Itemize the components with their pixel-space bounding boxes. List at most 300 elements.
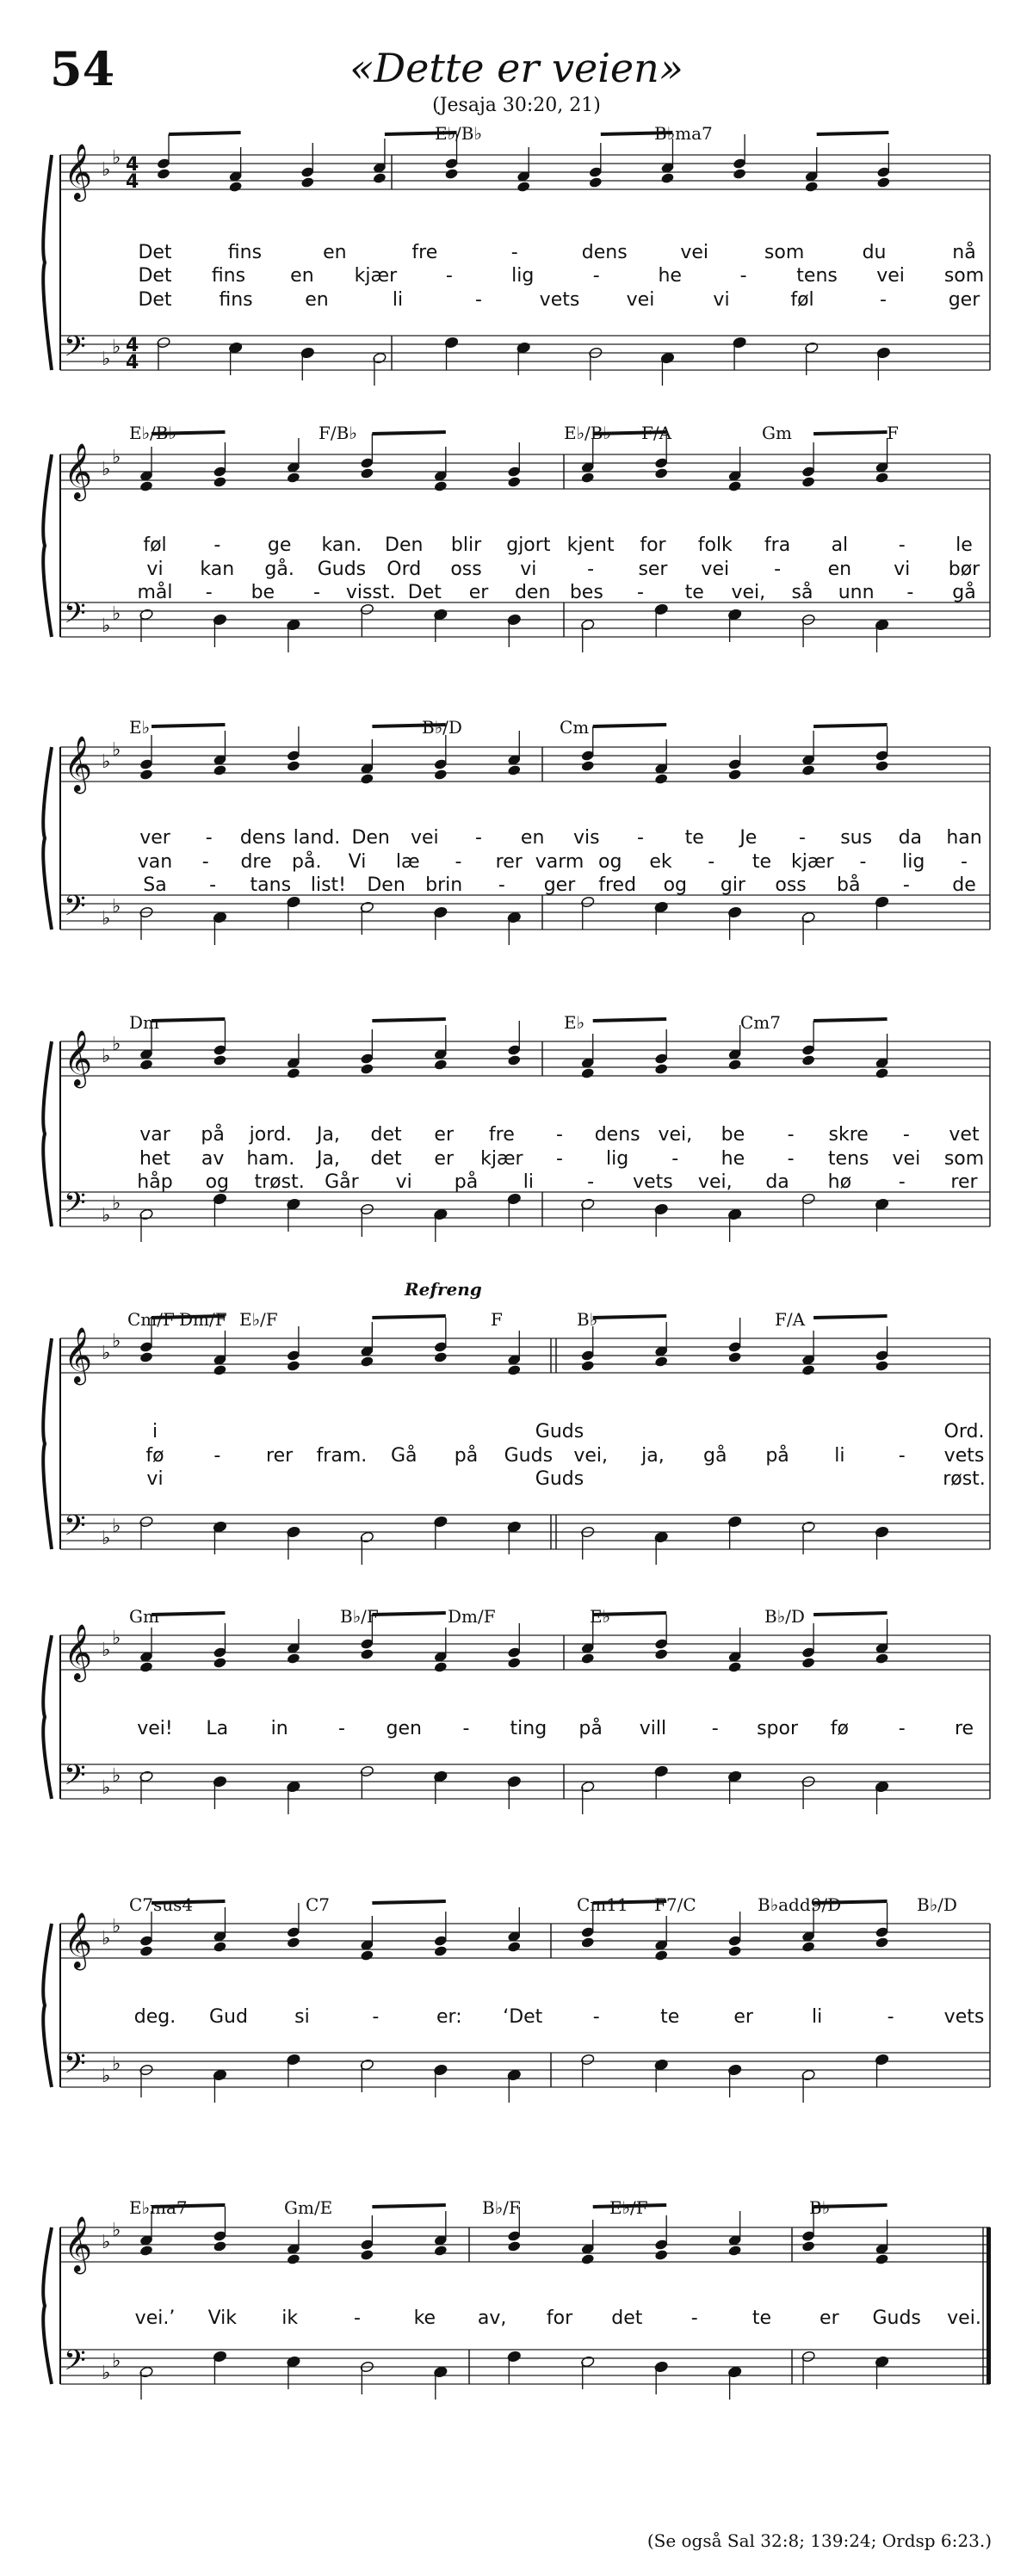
lyric-syllable: li (834, 1445, 845, 1467)
flat-icon: ♭ (112, 1765, 121, 1787)
flat-icon: ♭ (102, 908, 111, 930)
lyric-syllable: som (943, 1148, 985, 1170)
note-head (654, 1949, 669, 1961)
chord-symbol: F/A (641, 423, 672, 443)
bass-clef-icon: 𝄢 (64, 330, 86, 370)
lyric-syllable: fred (598, 874, 637, 896)
lyric-syllable: Ord. (943, 1421, 985, 1442)
system-brace (43, 1924, 52, 2087)
lyric-syllable: bå (836, 874, 861, 896)
note-head (580, 472, 595, 484)
note-head (875, 1067, 889, 1079)
note-head (507, 764, 522, 776)
lyric-syllable: - (556, 1148, 563, 1170)
lyric-syllable: vei, (658, 1124, 693, 1146)
lyric-syllable: mål (137, 582, 173, 603)
lyric-syllable: er: (436, 2006, 462, 2028)
lyric-syllable: en (827, 559, 852, 580)
lyric-syllable: - (475, 827, 482, 849)
chord-symbol: Cm/F (127, 1309, 175, 1330)
chord-symbol: B♭add9/D (758, 1894, 842, 1915)
lyric-syllable: er (468, 582, 489, 603)
note-head (580, 1067, 595, 1079)
lyric-syllable: - (498, 874, 505, 896)
lyric-syllable: fra (764, 534, 791, 556)
note-head (287, 2253, 301, 2265)
bass-clef-icon: 𝄢 (64, 1759, 86, 1799)
flat-icon: ♭ (112, 447, 121, 468)
chord-symbol: B♭/F (482, 2197, 521, 2218)
lyric-syllable: le (956, 534, 973, 556)
lyric-syllable: ser (638, 559, 668, 580)
lyric-syllable: skre (828, 1124, 869, 1146)
lyric-syllable: vei.’ (134, 2307, 176, 2329)
lyric-syllable: på (578, 1718, 603, 1739)
flat-icon: ♭ (112, 1034, 121, 1055)
lyric-syllable: vi (395, 1171, 412, 1193)
bass-clef-icon: 𝄢 (64, 890, 86, 930)
lyric-syllable: jord. (249, 1124, 292, 1146)
note-head (360, 467, 374, 479)
note-head (733, 168, 747, 180)
lyric-syllable: - (880, 289, 887, 311)
flat-icon: ♭ (112, 1916, 121, 1937)
note-head (507, 1054, 522, 1066)
lyric-syllable: kjær (354, 265, 398, 287)
note-head (213, 2240, 227, 2252)
note-head (801, 476, 816, 488)
lyric-syllable: bør (948, 559, 980, 580)
note-head (801, 1364, 816, 1376)
note-head (654, 1356, 669, 1368)
lyric-syllable: Det (138, 289, 172, 311)
treble-clef-icon: 𝄞 (64, 1624, 93, 1680)
bass-clef-icon: 𝄢 (64, 597, 86, 637)
flat-icon: ♭ (102, 2363, 111, 2384)
lyric-syllable: fins (211, 265, 246, 287)
lyric-syllable: brin (425, 874, 463, 896)
lyric-syllable: - (898, 1171, 906, 1193)
lyric-syllable: Ja, (316, 1124, 340, 1146)
lyric-syllable: en (305, 289, 329, 311)
note-head (287, 1360, 301, 1372)
note-head (801, 2240, 816, 2252)
chord-symbol: E♭/B♭ (129, 423, 176, 443)
lyric-syllable: han (946, 827, 982, 849)
chord-symbol: E♭ (129, 717, 151, 738)
lyric-syllable: på (765, 1445, 789, 1467)
time-signature: 4 (126, 171, 139, 193)
lyric-syllable: av (201, 1148, 225, 1170)
lyric-syllable: da (898, 827, 923, 849)
flat-icon: ♭ (112, 1628, 121, 1649)
lyric-syllable: vet (949, 1124, 980, 1146)
note-head (360, 1063, 374, 1075)
lyric-syllable: vei, (573, 1445, 608, 1467)
lyric-syllable: rer (950, 1171, 978, 1193)
lyric-syllable: - (774, 559, 782, 580)
time-signature: 4 (126, 154, 139, 176)
lyric-syllable: - (462, 1718, 470, 1739)
lyric-syllable: dens (594, 1124, 640, 1146)
chord-symbol: B♭ (577, 1309, 598, 1330)
lyric-syllable: re (954, 1718, 974, 1739)
lyric-syllable: vei, (731, 582, 766, 603)
flat-icon: ♭ (112, 1331, 121, 1352)
chord-symbol: E♭/F (239, 1309, 278, 1330)
lyric-syllable: kan. (321, 534, 362, 556)
lyric-syllable: er (434, 1124, 455, 1146)
lyric-syllable: te (684, 827, 704, 849)
note-head (875, 472, 889, 484)
lyric-syllable: - (445, 265, 453, 287)
lyric-syllable: te (752, 851, 772, 873)
lyric-syllable: oss (775, 874, 807, 896)
lyric-syllable: som (943, 265, 985, 287)
note-head (444, 168, 459, 180)
note-beam (152, 1613, 225, 1615)
hymn-title: «Dette er veien» (349, 45, 684, 91)
flat-icon: ♭ (112, 896, 121, 917)
lyric-syllable: håp (137, 1171, 173, 1193)
flat-icon: ♭ (112, 739, 121, 761)
flat-icon: ♭ (102, 1046, 111, 1067)
lyric-syllable: vi (713, 289, 730, 311)
lyric-syllable: - (354, 2307, 361, 2329)
treble-clef-icon: 𝄞 (64, 144, 93, 200)
flat-icon: ♭ (112, 2220, 121, 2241)
lyric-syllable: vei (410, 827, 439, 849)
lyric-syllable: en (290, 265, 314, 287)
note-head (213, 1054, 227, 1066)
lyric-syllable: - (898, 534, 906, 556)
note-beam (813, 725, 887, 726)
chord-symbol: F/A (775, 1309, 806, 1330)
flat-icon: ♭ (112, 603, 121, 625)
lyric-syllable: vei (680, 242, 709, 263)
flat-icon: ♭ (102, 349, 111, 370)
lyric-syllable: land. (293, 827, 341, 849)
lyric-syllable: - (902, 874, 910, 896)
note-head (727, 769, 742, 781)
lyric-syllable: ge (267, 534, 292, 556)
lyric-syllable: - (711, 1718, 719, 1739)
lyric-syllable: vets (943, 1445, 985, 1467)
note-head (507, 2240, 522, 2252)
lyric-syllable: en (323, 242, 347, 263)
lyric-syllable: er (434, 1148, 455, 1170)
note-beam (372, 1613, 445, 1615)
lyric-syllable: kan (200, 559, 235, 580)
note-head (213, 1364, 227, 1376)
note-head (360, 1648, 374, 1660)
note-head (434, 1661, 448, 1673)
lyric-syllable: lig (606, 1148, 629, 1170)
system-brace (43, 454, 52, 637)
lyric-syllable: be (721, 1124, 745, 1146)
lyric-syllable: van (137, 851, 173, 873)
note-head (654, 1063, 669, 1075)
flat-icon: ♭ (112, 2351, 121, 2372)
lyric-syllable: på (201, 1124, 225, 1146)
lyric-syllable: - (213, 1445, 221, 1467)
lyric-syllable: for (546, 2307, 573, 2329)
note-head (360, 773, 374, 785)
lyric-syllable: Vik (207, 2307, 238, 2329)
flat-icon: ♭ (102, 1777, 111, 1799)
note-head (727, 1351, 742, 1363)
lyric-syllable: li (392, 289, 404, 311)
note-head (287, 472, 301, 484)
lyric-syllable: de (952, 874, 976, 896)
lyric-syllable: dre (240, 851, 272, 873)
time-signature: 4 (126, 352, 139, 374)
note-head (727, 480, 742, 492)
flat-icon: ♭ (102, 2066, 111, 2087)
lyric-syllable: Je (739, 827, 758, 849)
note-beam (593, 1019, 666, 1021)
lyric-syllable: he (658, 265, 682, 287)
note-head (875, 1652, 889, 1665)
lyric-syllable: Gå (390, 1445, 418, 1467)
flat-icon: ♭ (112, 147, 121, 169)
note-head (434, 1945, 448, 1957)
lyric-syllable: vi (520, 559, 537, 580)
lyric-syllable: hø (827, 1171, 852, 1193)
bass-clef-icon: 𝄢 (64, 2344, 86, 2384)
lyric-syllable: in (270, 1718, 288, 1739)
lyric-syllable: ‘Det (503, 2006, 543, 2028)
lyric-syllable: - (708, 851, 715, 873)
lyric-syllable: - (799, 827, 806, 849)
lyric-syllable: sus (840, 827, 873, 849)
system-brace (43, 1635, 52, 1799)
lyric-syllable: bes (569, 582, 603, 603)
flat-icon: ♭ (102, 1528, 111, 1549)
scripture-reference: (Jesaja 30:20, 21) (432, 95, 601, 116)
note-beam (169, 133, 241, 134)
lyric-syllable: fins (219, 289, 253, 311)
lyric-syllable: en (520, 827, 545, 849)
lyric-syllable: vets (943, 2006, 985, 2028)
lyric-syllable: Den (385, 534, 424, 556)
lyric-syllable: du (862, 242, 887, 263)
flat-icon: ♭ (102, 1343, 111, 1364)
lyric-syllable: det (611, 2307, 643, 2329)
lyric-syllable: fø (830, 1718, 849, 1739)
chord-symbol: E♭/B♭ (564, 423, 611, 443)
lyric-syllable: visst. (345, 582, 396, 603)
flat-icon: ♭ (102, 2232, 111, 2253)
lyric-syllable: ting (510, 1718, 547, 1739)
lyric-syllable: te (660, 2006, 680, 2028)
note-head (139, 769, 154, 781)
lyric-syllable: av, (477, 2307, 507, 2329)
lyric-syllable: Det (407, 582, 442, 603)
lyric-syllable: - (637, 582, 644, 603)
lyric-syllable: vei. (947, 2307, 981, 2329)
lyric-syllable: ik (281, 2307, 299, 2329)
note-head (360, 1356, 374, 1368)
note-head (213, 1657, 227, 1669)
lyric-syllable: rer (266, 1445, 294, 1467)
lyric-syllable: kjær (791, 851, 834, 873)
lyric-syllable: si (294, 2006, 310, 2028)
note-head (228, 181, 243, 193)
note-head (654, 467, 669, 479)
note-head (157, 168, 171, 180)
lyric-syllable: og (663, 874, 688, 896)
chord-symbol: Gm (129, 1606, 159, 1627)
note-head (507, 1364, 522, 1376)
note-beam (372, 1316, 445, 1318)
lyric-syllable: - (209, 874, 217, 896)
lyric-syllable: het (139, 1148, 171, 1170)
lyric-syllable: vei (876, 265, 905, 287)
lyric-syllable: ger (948, 289, 980, 311)
lyric-syllable: gjort (506, 534, 551, 556)
lyric-syllable: deg. (133, 2006, 176, 2028)
lyric-syllable: trøst. (254, 1171, 305, 1193)
note-beam (813, 432, 887, 434)
lyric-syllable: ja, (641, 1445, 665, 1467)
lyric-syllable: som (764, 242, 805, 263)
lyric-syllable: ek (649, 851, 672, 873)
note-head (654, 773, 669, 785)
note-head (727, 2245, 742, 2257)
lyric-syllable: list! (310, 874, 346, 896)
lyric-syllable: vi (894, 559, 911, 580)
refrain-label: Refreng (405, 1279, 482, 1300)
chord-symbol: Cm11 (577, 1894, 628, 1915)
note-beam (813, 1316, 887, 1318)
hymn-number: 54 (50, 41, 115, 96)
flat-icon: ♭ (102, 159, 111, 181)
note-beam (372, 2205, 445, 2207)
lyric-syllable: - (510, 242, 518, 263)
note-head (876, 176, 891, 188)
chord-symbol: C7sus4 (129, 1894, 194, 1915)
note-head (139, 1059, 154, 1071)
lyric-syllable: Vi (348, 851, 367, 873)
note-head (660, 172, 675, 184)
lyric-syllable: Den (367, 874, 405, 896)
lyric-syllable: Guds (535, 1421, 585, 1442)
chord-symbol: F (887, 423, 899, 443)
lyric-syllable: dens (239, 827, 286, 849)
lyric-syllable: unn (838, 582, 875, 603)
lyric-syllable: var (139, 1124, 170, 1146)
chord-symbol: E♭ma7 (129, 2197, 188, 2218)
lyric-syllable: - (787, 1148, 795, 1170)
note-beam (593, 1316, 666, 1318)
system-brace (43, 2227, 52, 2384)
flat-icon: ♭ (102, 615, 111, 637)
flat-icon: ♭ (102, 1640, 111, 1661)
chord-symbol: Cm (560, 717, 590, 738)
lyric-syllable: og (205, 1171, 230, 1193)
lyric-syllable: Det (138, 242, 172, 263)
lyric-syllable: vi (146, 559, 164, 580)
treble-clef-icon: 𝄞 (64, 1912, 93, 1968)
flat-icon: ♭ (112, 2054, 121, 2075)
lyric-syllable: gir (720, 874, 745, 896)
lyric-syllable: - (587, 559, 595, 580)
note-head (727, 1661, 742, 1673)
lyric-syllable: nå (952, 242, 976, 263)
note-head (287, 760, 301, 772)
lyric-syllable: - (906, 582, 914, 603)
note-head (287, 1067, 301, 1079)
lyric-syllable: - (902, 1124, 910, 1146)
lyric-syllable: ke (413, 2307, 436, 2329)
note-head (580, 1360, 595, 1372)
note-head (801, 1054, 816, 1066)
chord-symbol: E♭ (590, 1606, 611, 1627)
lyric-syllable: gå (703, 1445, 727, 1467)
note-head (139, 2245, 154, 2257)
lyric-syllable: røst. (943, 1468, 986, 1490)
lyric-syllable: - (690, 2307, 698, 2329)
note-head (875, 1360, 889, 1372)
treble-clef-icon: 𝄞 (64, 1030, 93, 1086)
final-barline (987, 2227, 991, 2384)
lyric-syllable: vets (539, 289, 580, 311)
lyric-syllable: på. (292, 851, 322, 873)
note-head (801, 1657, 816, 1669)
note-head (139, 1945, 154, 1957)
chord-symbol: B♭/D (422, 717, 462, 738)
lyric-syllable: blir (450, 534, 482, 556)
lyric-syllable: vets (633, 1171, 673, 1193)
note-head (507, 1941, 522, 1953)
lyric-syllable: på (454, 1171, 479, 1193)
note-head (654, 2249, 669, 2261)
chord-symbol: Dm/F (448, 1606, 496, 1627)
lyric-syllable: føl (143, 534, 167, 556)
lyric-syllable: - (455, 851, 462, 873)
lyric-syllable: Den (351, 827, 390, 849)
note-head (804, 181, 819, 193)
note-head (580, 760, 595, 772)
note-head (139, 1661, 154, 1673)
note-head (580, 1652, 595, 1665)
chord-symbol: F/B♭ (319, 423, 357, 443)
note-beam (152, 725, 225, 726)
lyric-syllable: er (733, 2006, 753, 2028)
lyric-syllable: vei (626, 289, 655, 311)
treble-clef-icon: 𝄞 (64, 1327, 93, 1383)
note-head (801, 764, 816, 776)
note-beam (372, 1019, 445, 1021)
lyric-syllable: det (370, 1124, 402, 1146)
note-head (875, 1937, 889, 1949)
note-beam (372, 432, 445, 434)
flat-icon: ♭ (102, 751, 111, 773)
lyric-syllable: - (592, 2006, 600, 2028)
lyric-syllable: Guds (504, 1445, 554, 1467)
note-beam (813, 1019, 887, 1021)
chord-symbol: B♭/D (764, 1606, 805, 1627)
lyric-syllable: vill (639, 1718, 667, 1739)
note-head (801, 1941, 816, 1953)
lyric-syllable: he (721, 1148, 745, 1170)
note-head (654, 1648, 669, 1660)
note-head (516, 181, 531, 193)
flat-icon: ♭ (112, 1193, 121, 1214)
chord-symbol: F (491, 1309, 503, 1330)
note-head (360, 2249, 374, 2261)
